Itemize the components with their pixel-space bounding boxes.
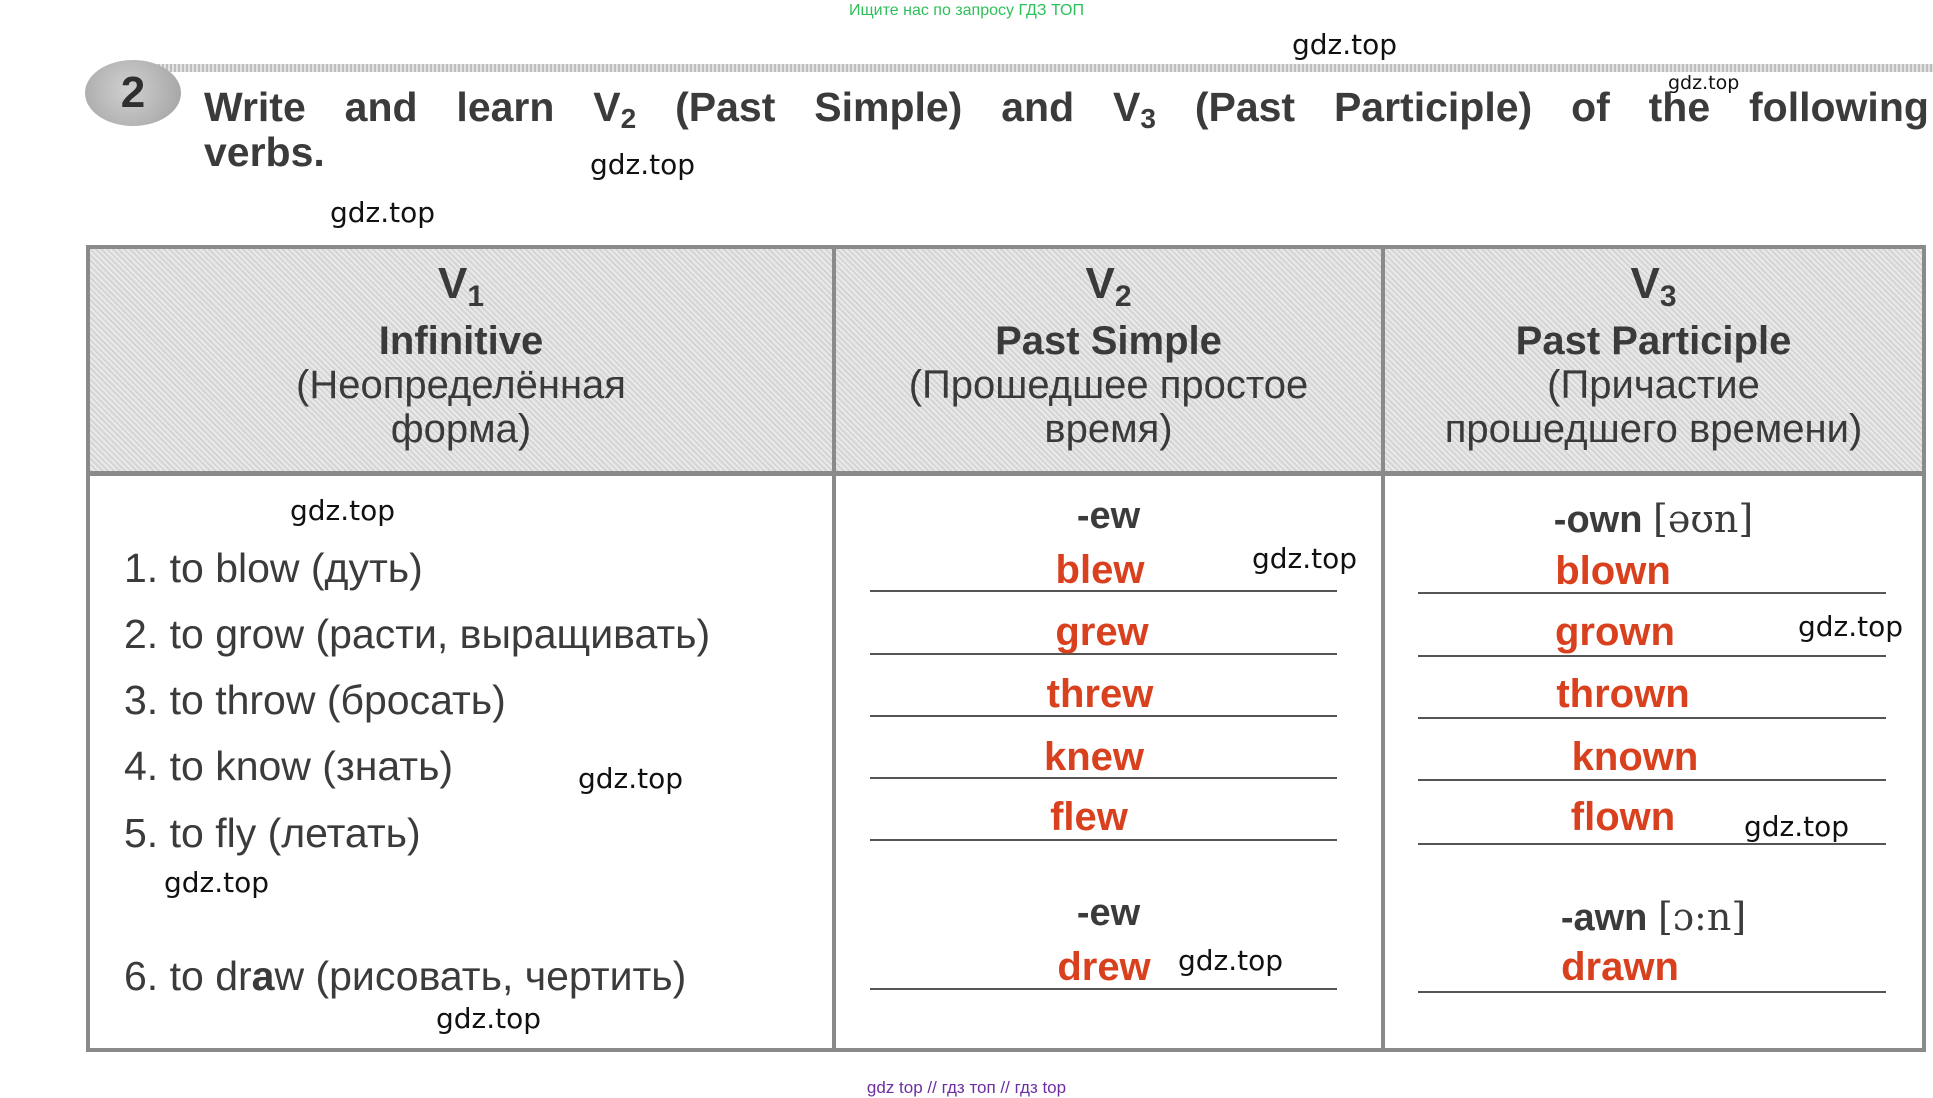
answer-v3: known: [1571, 735, 1699, 779]
exercise-number: 2: [85, 60, 181, 126]
verb-item: 2. to grow (расти, выращивать): [124, 611, 711, 657]
v2-ending: -ew: [1076, 495, 1141, 537]
answer-line: [1418, 717, 1886, 719]
title-word: $V_2$: [593, 84, 637, 134]
title-word: and: [1001, 84, 1075, 130]
watermark: gdz.top: [164, 866, 270, 899]
title-word: learn: [456, 84, 555, 130]
answer-v2: blew: [1055, 548, 1145, 592]
answer-line: [1418, 655, 1886, 657]
title-word: and: [344, 84, 418, 130]
watermark: gdz.top: [578, 762, 684, 795]
title-word: Participle): [1333, 84, 1533, 130]
header-rule: [150, 64, 1933, 72]
watermark: gdz.top: [1178, 944, 1284, 977]
verb-item: 6. to draw (рисовать, чертить): [124, 953, 687, 999]
answer-v2: threw: [1046, 672, 1154, 716]
title-word: (Past: [675, 84, 776, 130]
answer-v3: drawn: [1561, 945, 1679, 989]
answer-line: [1418, 843, 1886, 845]
title-word: the: [1648, 84, 1711, 130]
watermark: gdz.top: [1798, 610, 1904, 643]
watermark: gdz.top: [1744, 810, 1850, 843]
v3-ending: -awn [ɔ:n]: [1560, 895, 1747, 939]
watermark: gdz.top: [1252, 542, 1358, 575]
answer-v2: grew: [1055, 610, 1149, 654]
answer-v3: flown: [1570, 795, 1676, 839]
verb-item: 3. to throw (бросать): [124, 677, 506, 723]
watermark: gdz.top: [1292, 28, 1398, 61]
exercise-title: [204, 84, 1929, 176]
watermark: gdz.top: [590, 148, 696, 181]
answer-line: [1418, 991, 1886, 993]
title-word: Simple): [814, 84, 963, 130]
header-v2: $V_2$ Past Simple (Прошедшее простое время): [908, 259, 1309, 451]
footer-links[interactable]: gdz top // гдз топ // гдз top: [866, 1078, 1067, 1097]
header-divider: [86, 471, 1926, 476]
verb-item: 4. to know (знать): [124, 743, 454, 789]
watermark: gdz.top: [290, 494, 396, 527]
title-word: of: [1571, 84, 1610, 130]
v2-ending: -ew: [1076, 892, 1141, 934]
answer-v2: knew: [1043, 735, 1145, 779]
watermark: gdz.top: [436, 1002, 542, 1035]
verb-item: 5. to fly (летать): [124, 810, 421, 856]
top-banner[interactable]: Ищите нас по запросу ГДЗ ТОП: [849, 2, 1084, 19]
header-v1: $V_1$ Infinitive (Неопределённая форма): [296, 259, 626, 451]
title-word: (Past: [1194, 84, 1296, 130]
answer-v3: thrown: [1556, 672, 1690, 716]
answer-v3: grown: [1555, 610, 1675, 654]
answer-v2: flew: [1050, 795, 1128, 839]
watermark: gdz.top: [1668, 72, 1740, 94]
v3-ending: -own [əʊn]: [1553, 497, 1754, 541]
watermark: gdz.top: [330, 196, 436, 229]
title-word: following: [1749, 84, 1929, 130]
answer-v3: blown: [1555, 549, 1671, 593]
title-line-2: verbs.: [204, 129, 325, 175]
answer-v2: drew: [1057, 945, 1151, 989]
verb-item: 1. to blow (дуть): [124, 545, 423, 591]
title-word: $V_3$: [1113, 84, 1156, 134]
header-v3: $V_3$ Past Participle (Причастие прошедшего времени): [1444, 259, 1863, 451]
title-word: Write: [204, 84, 306, 130]
